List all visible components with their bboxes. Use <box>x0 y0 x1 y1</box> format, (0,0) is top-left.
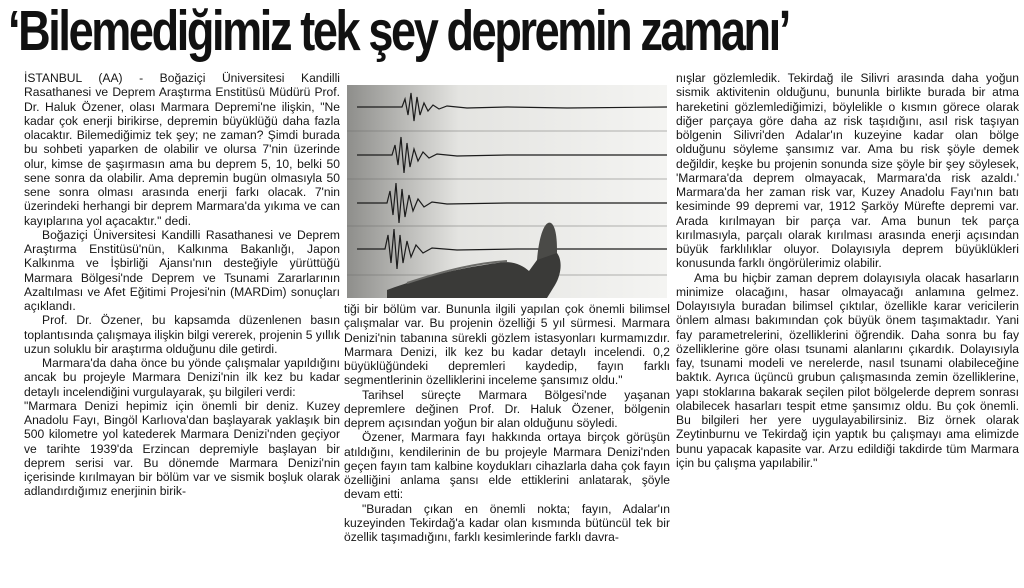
article-paragraph: Özener, Marmara fayı hakkında ortaya birçok görüşün atıldığını, kendilerinin de bu projeyle Marmara Denizi'nden geçen fayın tam kalbine koydukları cihazlarla daha çok fayın özelliğini anlama şansı elde ettiklerini anlatarak, şöyle devam etti: <box>344 430 670 502</box>
article-paragraph: nışlar gözlemledik. Tekirdağ ile Silivri arasında daha yoğun sismik aktivitenin olduğunu, bununla birlikte burada bir atma hareketini gözlemlediğimizi, böylelikle o kısmın görece olarak diğer parçaya göre daha az risk taşıdığını, asıl risk taşıyan bölgenin Silivri'den Adalar'ın kuzeyine kadar olan bölge olduğunu söyleme şansımız var. Ama bu risk şöyle demek değildir, keşke bu projenin sonunda size şöyle bir şey söylesek, 'Marmara'da deprem olmayacak, Marmara'da risk azaldı.' Marmara'da her zaman risk var, Kuzey Anadolu Fayı'nın batı kesiminde 99 depremi var, 1912 Şarköy Mürefte depremi var. Arada kırılmayan bir parça var. Ama bunun tek parça kırılmasıyla, parçalı olarak kırılması arasında enerji açısından büyük farklılıklar oluyor. Dolayısıyla deprem büyüklükleri konusunda farklı öngörülerimiz olabilir. <box>676 71 1019 271</box>
article-paragraph: "Marmara Denizi hepimiz için önemli bir deniz. Kuzey Anadolu Fayı, Bingöl Karlıova'dan başlayarak yaklaşık bin 500 kilometre yol katederek Marmara Denizi'nden geçiyor ve tarihte 1939'da Erzincan depremiyle başlayan bir deprem serisi var. Bu dönemde Marmara Denizi'nin içerisinde kırılmayan bir bölüm var ve sismik boşluk olarak adlandırdığımız enerjinin birik- <box>24 398 340 499</box>
seismograph-illustration <box>347 85 667 298</box>
article-paragraph: Boğaziçi Üniversitesi Kandilli Rasathanesi ve Deprem Araştırma Enstitüsü'nün, Kalkınma Bakanlığı, Japon Kalkınma ve İşbirliği Ajansı'nın desteğiyle yürüttüğü Marmara Bölgesi'nde Deprem ve Tsunami Zararlarının Azaltılması ve Afet Eğitimi Projesi'nin (MARDim) sonuçları açıklandı. <box>24 227 340 313</box>
article-paragraph: Tarihsel süreçte Marmara Bölgesi'nde yaşanan depremlere değinen Prof. Dr. Haluk Özener, bölgenin deprem açısından yoğun bir alan olduğunu söyledi. <box>344 387 670 430</box>
article-column-3 <box>676 71 1019 470</box>
article-column-1 <box>24 71 340 499</box>
article-paragraph: Ama bu hiçbir zaman deprem dolayısıyla olacak hasarların minimize olacağını, hasar olmayacağı anlamına gelmez. Dolayısıyla buradan bilimsel çıktılar, özellikle karar vericilerin önlem alması bakımından çok büyük önem taşımaktadır. Yani fay parametrelerini, özelliklerini öğrendik. Daha sonra bu fay özelliklerine göre olası tsunami alanlarını çıkardık. Dolayısıyla fay, tsunami modeli ve nerelerde, nasıl tsunami olabileceğine baktık. Ayrıca üçüncü grubun çalışmasında zemin özelliklerine, yapı stoklarına bakarak seçilen pilot bölgelerde deprem sonrası olabilecek hasarları tespit etme şansımız oldu. Bu çok önemli. Bu bilgileri her yere uygulayabilirsiniz. Biz örnek olarak Zeytinburnu ve Tekirdağ için yaptık bu çalışmayı ama elimizde bunu yapacak kapasite var. Arzu edildiği takdirde tüm Marmara için bu çalışma yapılabilir." <box>676 270 1019 470</box>
article-paragraph: İSTANBUL (AA) - Boğaziçi Üniversitesi Kandilli Rasathanesi ve Deprem Araştırma Enstitüsü Müdürü Prof. Dr. Haluk Özener, olası Marmara Depremi'ne ilişkin, "Ne kadar çok enerji birikirse, depremin büyüklüğü daha fazla olacaktır. Bilemediğimiz tek şey; ne zaman? Şimdi burada bu sohbeti yaparken de olabilir ve olursa 7'nin üzerinde olur, kimse de şaşırmasın ama bu deprem 5, 10, belki 50 sene sonra da olabilir. Ama depremin bugün olmasıyla 50 sene sonra olması arasında enerji farkı olacak. 7'nin üzerindeki herhangi bir deprem Marmara'da yıkıma ve can kayıplarına yol açacaktır." dedi. <box>24 71 340 228</box>
article-column-2 <box>344 302 670 544</box>
article-paragraph: "Buradan çıkan en önemli nokta; fayın, Adalar'ın kuzeyinden Tekirdağ'a kadar olan kısmında bütüncül tek bir özellik taşımadığını, farklı kesimlerinde farklı davra- <box>344 501 670 544</box>
article-paragraph: Prof. Dr. Özener, bu kapsamda düzenlenen basın toplantısında çalışmaya ilişkin bilgi vererek, projenin 5 yıllık uzun soluklu bir araştırma olduğunu dile getirdi. <box>24 313 340 356</box>
article-paragraph: tiği bir bölüm var. Bununla ilgili yapılan çok önemli bilimsel çalışmalar var. Bu projenin özelliği 5 yıl sürmesi. Marmara Denizi'nin tabanına sürekli gözlem istasyonları kurmamızdır. Marmara Denizi, ilk kez bu kadar detaylı incelendi. 0,2 büyüklüğündeki depremleri kaydedip, fayın farklı segmentlerinin özelliklerini inceleme şansımız oldu." <box>344 302 670 388</box>
article-paragraph: Marmara'da daha önce bu yönde çalışmalar yapıldığını ancak bu projeyle Marmara Denizi'nin ilk kez bu kadar detaylı incelendiğini vurgulayarak, şu bilgileri verdi: <box>24 356 340 399</box>
seismograph-photo <box>347 85 667 298</box>
article-headline: ‘Bilemediğimiz tek şey depremin zamanı’ <box>8 0 789 63</box>
